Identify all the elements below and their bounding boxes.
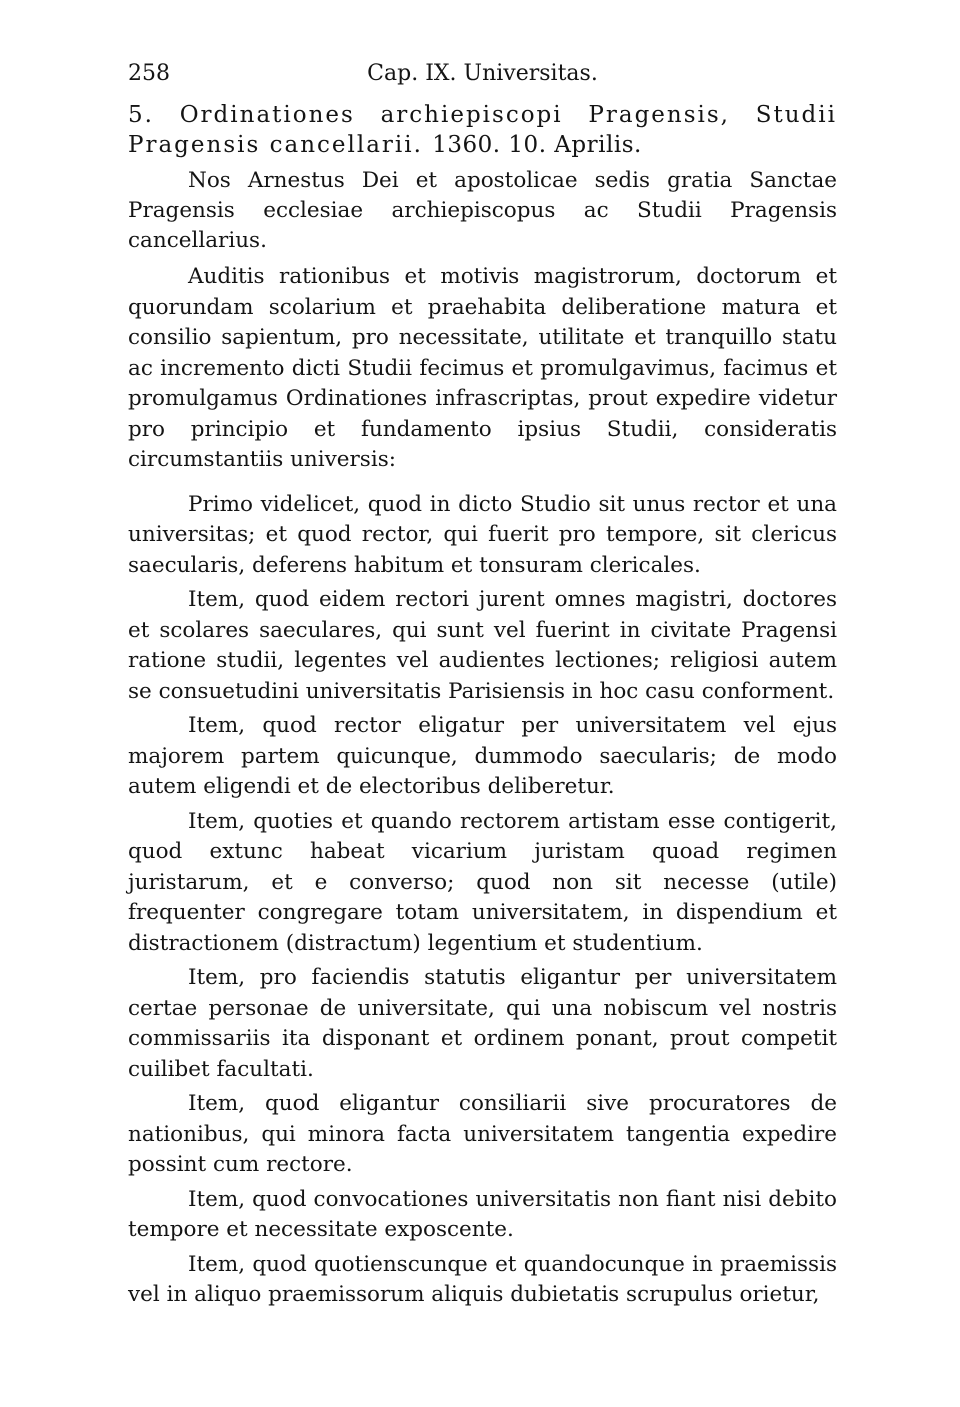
document-title-text: 5. Ordinationes archiepiscopi Pragensis, Studii Pragensis cancellarii.: [128, 102, 837, 158]
document-title: [128, 100, 837, 160]
paragraph-3: Item, quod eidem rectori jurent omnes magistri, doctores et scolares saeculares, qui sunt vel fuerint in civitate Pragensi ratione studii, legentes vel audientes lectiones; religiosi autem se consuetudini universitatis Parisiensis in hoc casu conforment.: [128, 587, 837, 704]
page-number: 258: [128, 61, 170, 86]
paragraph-2: Primo videlicet, quod in dicto Studio sit unus rector et una universitas; et quod rector, qui fuerit pro tempore, sit clericus saecularis, deferens habitum et tonsuram clericales.: [128, 491, 837, 578]
paragraph-1: Auditis rationibus et motivis magistrorum, doctorum et quorundam scolarium et praehabita deliberatione matura et consilio sapientum, pro necessitate, utilitate et tranquillo statu ac incremento dicti Studii fecimus et promulgavimus, facimus et promulgamus Ordinationes infrascriptas, prout expedire videtur pro principio et fundamento ipsius Studii, consideratis circumstantiis universis:: [128, 264, 837, 472]
paragraph-5: Item, quoties et quando rectorem artistam esse contigerit, quod extunc habeat vicarium juristam quoad regimen juristarum, et e converso; quod non sit necesse (utile) frequenter congregare totam universitatem, in dispendium et distractionem (distractum) legentium et studentium.: [128, 808, 837, 956]
paragraph-7: Item, quod eligantur consiliarii sive procuratores de nationibus, qui minora facta universitatem tangentia expedire possint cum rectore.: [128, 1091, 837, 1177]
book-page: [128, 54, 837, 1311]
paragraph-8: Item, quod convocationes universitatis non fiant nisi debito tempore et necessitate exposcente.: [128, 1186, 837, 1242]
intro-paragraph: Nos Arnestus Dei et apostolicae sedis gratia Sanctae Pragensis ecclesiae archiepiscopus ac Studii Pragensis cancellarius.: [128, 168, 837, 253]
document-date: 1360. 10. Aprilis.: [432, 132, 642, 158]
running-head: [128, 54, 837, 94]
paragraph-6: Item, pro faciendis statutis eligantur per universitatem certae personae de universitate, qui una nobiscum vel nostris commissariis ita disponant et ordinem ponant, prout competit cuilibet facultati.: [128, 965, 837, 1082]
paragraph-9: Item, quod quotienscunque et quandocunque in praemissis vel in aliquo praemissorum aliquis dubietatis scrupulus orietur,: [128, 1251, 837, 1307]
running-title: Cap. IX. Universitas.: [367, 61, 598, 86]
paragraph-4: Item, quod rector eligatur per universitatem vel ejus majorem partem quicunque, dummodo saecularis; de modo autem eligendi et de electoribus deliberetur.: [128, 713, 837, 799]
